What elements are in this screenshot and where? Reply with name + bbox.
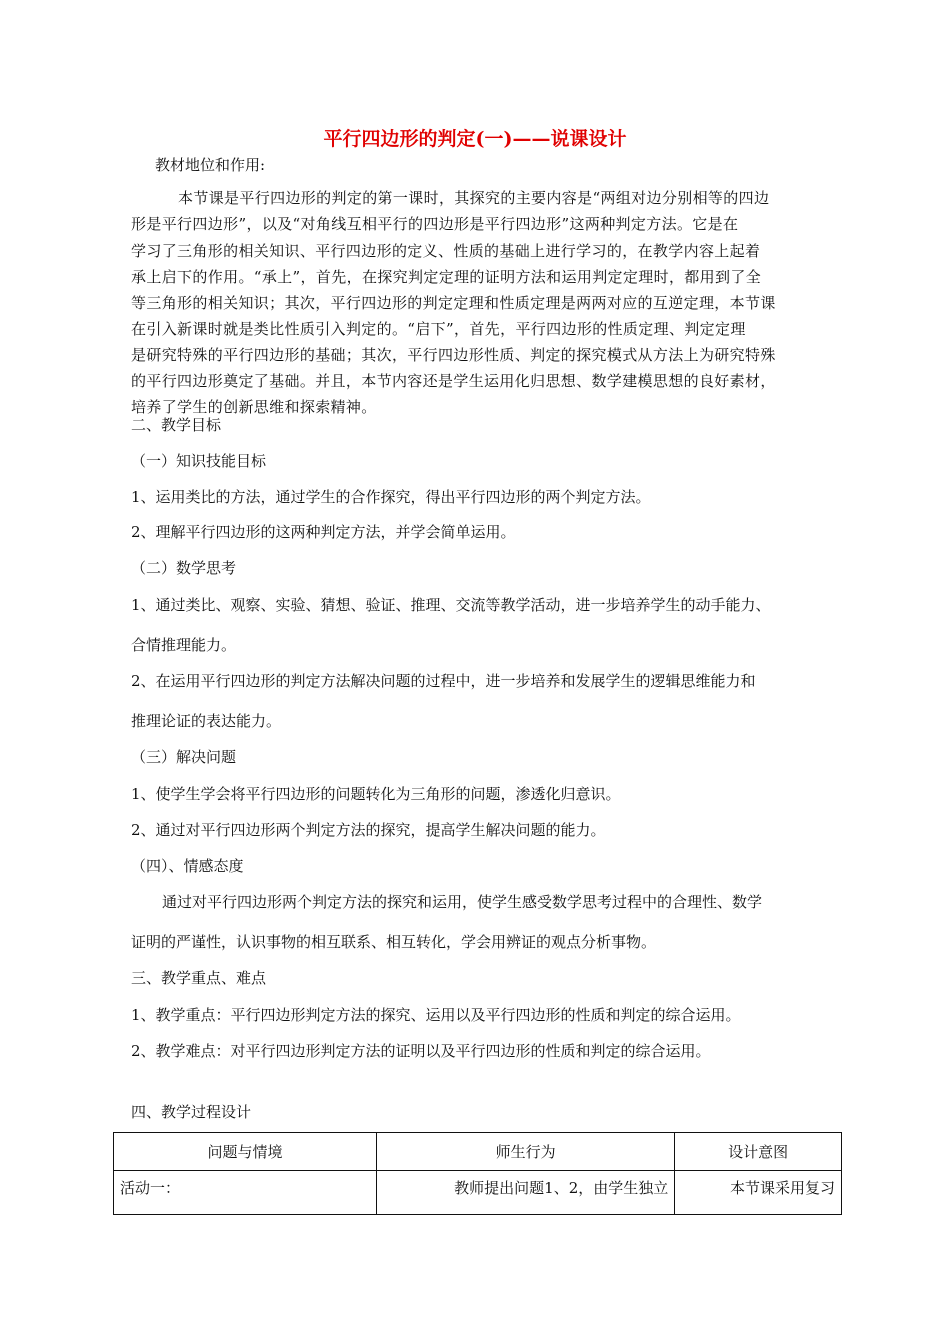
- key-points-heading: 三、教学重点、难点: [131, 969, 267, 987]
- goal-item: 2、理解平行四边形的这两种判定方法，并学会简单运用。: [131, 523, 516, 541]
- table-header-cell: 设计意图: [675, 1133, 842, 1171]
- intro-line: 等三角形的相关知识；其次，平行四边形的判定定理和性质定理是两两对应的互逆定理，本节课: [131, 294, 776, 312]
- process-table: [113, 1132, 842, 1215]
- key-point-item: 1、教学重点：平行四边形判定方法的探究、运用以及平行四边形的性质和判定的综合运用。: [131, 1006, 741, 1024]
- intro-line: 本节课是平行四边形的判定的第一课时，其探究的主要内容是“两组对边分别相等的四边: [178, 189, 770, 207]
- table-cell: 教师提出问题1、2，由学生独立: [377, 1171, 675, 1215]
- goal-item-continued: 合情推理能力。: [131, 636, 237, 654]
- goal-item: 2、在运用平行四边形的判定方法解决问题的过程中，进一步培养和发展学生的逻辑思维能力和: [131, 672, 756, 690]
- table-cell: 本节课采用复习: [675, 1171, 842, 1215]
- table-header-row: [114, 1133, 842, 1171]
- goals-subheading: （四）、情感态度: [131, 857, 244, 875]
- process-heading: 四、教学过程设计: [131, 1103, 252, 1121]
- attitude-line: 通过对平行四边形两个判定方法的探究和运用，使学生感受数学思考过程中的合理性、数学: [162, 893, 763, 911]
- table-header-cell: 问题与情境: [114, 1133, 377, 1171]
- goal-item: 1、通过类比、观察、实验、猜想、验证、推理、交流等教学活动，进一步培养学生的动手能力、: [131, 596, 771, 614]
- intro-line: 在引入新课时就是类比性质引入判定的。“启下”，首先，平行四边形的性质定理、判定定理: [131, 320, 746, 338]
- goal-item: 1、使学生学会将平行四边形的问题转化为三角形的问题，渗透化归意识。: [131, 785, 621, 803]
- table-header-cell: 师生行为: [377, 1133, 675, 1171]
- intro-line: 形是平行四边形”，以及“对角线互相平行的四边形是平行四边形”这两种判定方法。它是在: [131, 215, 739, 233]
- intro-line: 承上启下的作用。“承上”，首先，在探究判定定理的证明方法和运用判定定理时，都用到了全: [131, 268, 762, 286]
- intro-line: 学习了三角形的相关知识、平行四边形的定义、性质的基础上进行学习的，在教学内容上起着: [131, 242, 761, 260]
- key-point-item: 2、教学难点：对平行四边形判定方法的证明以及平行四边形的性质和判定的综合运用。: [131, 1042, 711, 1060]
- goals-subheading: （一）知识技能目标: [131, 452, 267, 470]
- goals-subheading: （三）解决问题: [131, 748, 237, 766]
- attitude-line: 证明的严谨性，认识事物的相互联系、相互转化，学会用辨证的观点分析事物。: [131, 933, 657, 951]
- intro-line: 的平行四边形奠定了基础。并且，本节内容还是学生运用化归思想、数学建模思想的良好素材，: [131, 372, 776, 390]
- goal-item: 1、运用类比的方法，通过学生的合作探究，得出平行四边形的两个判定方法。: [131, 488, 651, 506]
- table-row: [114, 1171, 842, 1215]
- page-title: 平行四边形的判定(一)——说课设计: [323, 128, 627, 150]
- intro-line: 培养了学生的创新思维和探索精神。: [131, 398, 377, 416]
- goals-subheading: （二）数学思考: [131, 559, 237, 577]
- intro-line: 是研究特殊的平行四边形的基础；其次，平行四边形性质、判定的探究模式从方法上为研究特殊: [131, 346, 776, 364]
- goal-item-continued: 推理论证的表达能力。: [131, 712, 282, 730]
- goal-item: 2、通过对平行四边形两个判定方法的探究，提高学生解决问题的能力。: [131, 821, 606, 839]
- table-cell: 活动一：: [114, 1171, 377, 1215]
- goals-heading: 二、教学目标: [131, 416, 222, 434]
- section-intro-heading: 教材地位和作用:: [155, 156, 266, 174]
